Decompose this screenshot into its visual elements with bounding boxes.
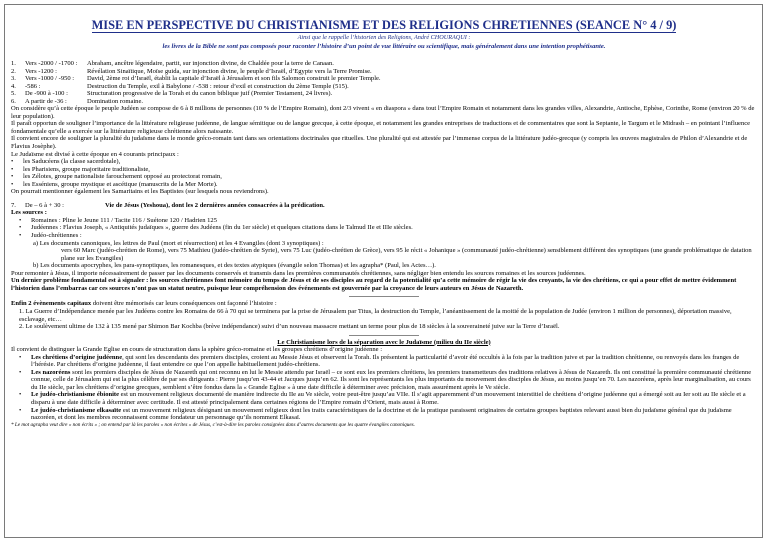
- timeline-number: 4.: [11, 82, 16, 90]
- list-item-text: Romaines : Pline le Jeune 111 / Tacite 116 / Suétone 120 / Hadrien 125: [31, 216, 217, 224]
- list-item-body: , qui sont les descendants des premiers disciples, croient au Messie Jésus et observent la Torah. Ils présentent la particularité d’avoir été occultés à la fois par la tradition juive et par la tradition chrétienne, ou renvoyés dans les franges de l’hérésie. Par chrétiens d’origine judéenne, il faut entendre ce que l’on appelle habituellement judéo-chrétiens.: [31, 353, 740, 369]
- list-item-body: est un mouvement religieux désignant un mouvement religieux dont les traits caractéristiques de la doctrine et de la pratique paraissent originaires de certains groupes baptistes relevant aussi bien du judaïsme général que du judaïsme nazoréen, et dont les membres reconnaissent comme fondateur un personnage qu’ils nomment Elkasaï.: [31, 406, 732, 422]
- timeline-date: Vers -2000 / -1700 :: [25, 60, 78, 67]
- list-item-text: Judéennes : Flavius Joseph, « Antiquités judaïques », guerre des Judéens (fin du 1er siècle) et quelques citations dans le Talmud IIe et IIIe siècles.: [31, 224, 413, 232]
- timeline-row: [11, 98, 757, 106]
- list-item-lead: Le judéo-christianisme elkasaïte: [31, 406, 122, 414]
- timeline-date: De -900 à -100 :: [25, 90, 68, 98]
- sources-list: [11, 217, 757, 240]
- list-item-text: [31, 354, 757, 369]
- timeline-text: Destruction du Temple, exil à Babylone / -538 : retour d’exil et construction du 2ème Temple (515).: [87, 82, 349, 90]
- list-item: [11, 166, 757, 174]
- timeline-number: 3.: [11, 75, 16, 83]
- timeline-row: [11, 83, 757, 91]
- separation-heading: Le Christianisme lors de la séparation avec le Judaïsme (milieu du IIe siècle): [277, 338, 491, 346]
- list-item: [19, 224, 757, 232]
- list-item: [19, 354, 757, 369]
- list-item-lead: Le judéo-christianisme ébionite: [31, 391, 120, 399]
- timeline-number: 2.: [11, 67, 16, 75]
- list-item-body: sont les premiers disciples de Jésus de Nazareth qui ont reconnu en lui le Messie attendu par Israël – ce sont eux les premiers chrétiens, les premiers transmetteurs des traditions relatives à Jésus de Nazareth. Ils ont constitué la première communauté chrétienne connue, celle de Jérusalem qui est la plus célèbre de par ses dirigeants : Pierre jusqu’en 43-44 et Jacques jusqu’en 62. Ils sont les représentants les plus importants du mouvement des disciples de Jésus, au moins jusqu’en 70. Les nazoréens, après leur marginalisation, au cours du IIe siècle, par les chrétiens d’origine grecques, semblent s’être fondus dans la « Grande Eglise » à une date difficile à déterminer avec précision, mais assurément après le Ve siècle.: [31, 368, 752, 391]
- timeline-date: Vers -1200 :: [25, 67, 58, 75]
- sources-sub-a-detail: vers 60 Marc (judéo-chrétien de Rome), vers 75 Mathieu (judéo-chrétien de Syrie), vers 75 Luc (judéo-chrétien de Grèce), vers 95 le récit « Johanique » (communauté judéo-chrétienne) sensiblement différent des synoptiques (une grande problématique de datation plane sur les Evangiles): [61, 247, 752, 262]
- timeline: [11, 60, 757, 105]
- bullet-icon: •: [11, 165, 14, 173]
- paragraph-currents: Le Judaïsme est divisé à cette époque en 4 courants principaux :: [11, 150, 179, 158]
- bullet-icon: •: [19, 368, 22, 376]
- list-item: [19, 232, 757, 240]
- timeline-row: [11, 90, 757, 98]
- list-item-text: les Pharisiens, groupe majoritaire traditionaliste,: [23, 165, 150, 173]
- document-page: [4, 4, 763, 538]
- paragraph-literature: Il paraît opportun de souligner l’importance de la littérature religieuse judéenne, de langue sémitique ou de langue grecque, à cette époque, et notamment les grandes entreprises de traductions et de commentaires que sont la Septante, le Targum et le Midrash – en pointant l’influence fondamentale qu’elle a exercée sur la littérature religieuse chrétienne alors naissante.: [11, 120, 751, 135]
- list-item: [19, 391, 757, 406]
- timeline-row: [11, 75, 757, 83]
- subtitle: Ainsi que le rappelle l’historien des Religions, André CHOURAQUI :: [297, 34, 471, 41]
- list-item-lead: Les chrétiens d’origine judéenne: [31, 353, 123, 361]
- divider: [349, 335, 419, 336]
- quote: les livres de la Bible ne sont pas composés pour raconter l’histoire d’un point de vue littéraire ou scientifique, mais généralement dans une intention prophétisante.: [162, 43, 606, 50]
- timeline-date: Vers -1000 / -950 :: [25, 75, 75, 83]
- timeline-row: [11, 60, 757, 68]
- events-intro: Enfin 2 évènements capitaux doivent être mémorisés car leurs conséquences ont façonné l’histoire :: [11, 300, 277, 308]
- list-item-lead: Les nazoréens: [31, 368, 71, 376]
- list-item: [19, 369, 757, 392]
- timeline-number: 6.: [11, 97, 16, 105]
- timeline-text: Révélation Sinaïtique, Moïse guida, sur injonction divine, le peuple d’Israël, d’Egypte vers la Terre Promise.: [87, 67, 372, 75]
- events-list: [11, 308, 757, 331]
- paragraph-plurality: Il convient encore de souligner la pluralité du judaïsme dans le monde gréco-romain tant dans ses orientations doctrinales que rituelles. Une pluralité qui est attestée par l’immense corpus de la littérature judéo-grecque (y compris les œuvres magistrales de Philon d’Alexandrie et de Flavius Josèphe).: [11, 135, 748, 151]
- list-item: 2. Le soulèvement ultime de 132 à 135 mené par Shimon Bar Kochba (brève indépendance) suivi d’un nouveau massacre mettant un terme pour plus de 18 siècles à la souveraineté juive sur la Terre d’Israël.: [19, 323, 560, 331]
- bullet-icon: •: [11, 180, 14, 188]
- paragraph-diaspora: On considère qu’à cette époque le peuple Judéen se compose de 6 à 8 millions de personnes (10 % de l’Empire Romain), dont 2/3 vivent « en diaspora » dans tout l’Empire Romain et notamment dans les grandes villes, Alexandrie, Antioche, Ephèse, Corinthe, Rome (environ 20 % de leur population).: [11, 105, 755, 120]
- paragraph-samaritans: On pourrait mentionner également les Samaritains et les Baptistes (sur lesquels nous reviendrons).: [11, 188, 269, 196]
- divider: [349, 296, 419, 297]
- list-item-text: les Zélotes, groupe nationaliste farouchement opposé au protectorat romain,: [23, 173, 222, 181]
- list-item: 1. La Guerre d’Indépendance menée par les Judéens contre les Romains de 66 à 70 qui se terminera par la prise de Jérusalem par Titus, la destruction du Temple, l’anéantissement de la moitié de la population de Judée (environ 1 million de personnes), déportation massive, esclavage, etc…: [19, 307, 732, 323]
- bullet-icon: •: [19, 406, 22, 414]
- sources-sub-b: b) Les documents apocryphes, les para-synoptiques, les romanesques, et des textes atypiques (évangile selon Thomas) et les agrapha* (Paul, les Actes…).: [33, 262, 436, 270]
- section-7-heading: 7. De – 6 à + 30 : Vie de Jésus (Yeshoua), dont les 2 dernières années consacrées à la prédication.: [11, 201, 325, 209]
- list-item: [11, 158, 757, 166]
- footnote: * Le mot agrapha veut dire « non écrits » ; on entend par là les paroles « non écrites » de Jésus, c’est-à-dire les paroles consignées dans d’autres documents que les quatre évangiles canoniques.: [11, 421, 415, 428]
- sources-sub-a: a) Les documents canoniques, les lettres de Paul (mort et résurrection) et les 4 Evangiles (dont 3 synoptiques) :: [33, 239, 324, 247]
- timeline-number: 1.: [11, 60, 16, 67]
- bullet-icon: •: [19, 224, 22, 232]
- timeline-number: 5.: [11, 90, 16, 98]
- bullet-icon: •: [19, 391, 22, 399]
- page-title: MISE EN PERSPECTIVE DU CHRISTIANISME ET DES RELIGIONS CHRETIENNES (SEANCE N° 4 / 9): [91, 18, 677, 32]
- timeline-date: -586 :: [25, 82, 41, 90]
- timeline-row: [11, 68, 757, 76]
- list-item-body: est un mouvement religieux documenté de manière indirecte du IIe au Ve siècle, voire peut-être jusqu’au VIIe. Il s’agit apparemment d’un mouvement interstitiel de chrétiens d’origine judéenne qui a émergé soit au Ier soit au IIe siècle et a disparu à une date difficile à déterminer avec certitude. Il est attesté principalement dans certaines régions de l’Empire romain d’Orient, mais aussi à Rome.: [31, 391, 746, 406]
- list-item: [11, 181, 757, 189]
- list-item-text: les Saducéens (la classe sacerdotale),: [23, 158, 121, 166]
- timeline-date: A partir de -36 :: [25, 97, 67, 105]
- list-item-text: Judéo-chrétiennes :: [31, 232, 82, 240]
- bullet-icon: •: [19, 216, 22, 224]
- list-item-text: [31, 369, 757, 392]
- list-item-text: [31, 407, 757, 422]
- list-item-text: les Esséniens, groupe mystique et ascétique (manuscrits de la Mer Morte).: [23, 180, 218, 188]
- bullet-icon: •: [11, 173, 14, 181]
- timeline-text: Abraham, ancêtre légendaire, partit, sur injonction divine, de Chaldée pour la terre de Canaan.: [87, 60, 334, 67]
- separation-intro: Il convient de distinguer la Grande Eglise en cours de structuration dans la sphère gréco-romaine et les groupes chrétiens d’origine judéenne :: [11, 346, 383, 354]
- list-item: [11, 173, 757, 181]
- list-item-text: [31, 391, 757, 406]
- separation-list: [11, 354, 757, 422]
- timeline-text: Domination romaine.: [87, 97, 144, 105]
- currents-list: [11, 158, 757, 188]
- timeline-text: Structuration progressive de la Torah et du canon biblique juif (Premier Testament, 24 livres).: [87, 90, 333, 98]
- sources-label: Les sources :: [11, 209, 47, 217]
- list-item: [19, 407, 757, 422]
- bullet-icon: •: [11, 158, 14, 166]
- bullet-icon: •: [19, 232, 22, 240]
- timeline-text: David, 2ème roi d’Israël, établit la capitale d’Israël à Jérusalem et son fils Salomon construit le premier Temple.: [87, 75, 381, 83]
- paragraph-problem: Un dernier problème fondamental est à signaler : les sources chrétiennes font mémoire du temps de Jésus et de ses disciples au regard de la potentialité qu’a cette mémoire de régir la vie des croyants, la vie des chrétiens, ce qui a pour effet de mettre évidemment l’historien dans l’embarras car ces sources n’ont pas un statut neutre, puisque leur compréhension des événements est gouvernée par la croyance de leurs auteurs en Jésus de Nazareth.: [11, 277, 737, 292]
- bullet-icon: •: [19, 353, 22, 361]
- paragraph-sources-access: Pour remonter à Jésus, il importe nécessairement de passer par les documents conservés et transmis dans les premières communautés chrétiennes, sans négliger bien entendu les sources romaines et les sources judéennes.: [11, 269, 586, 277]
- list-item: [19, 217, 757, 225]
